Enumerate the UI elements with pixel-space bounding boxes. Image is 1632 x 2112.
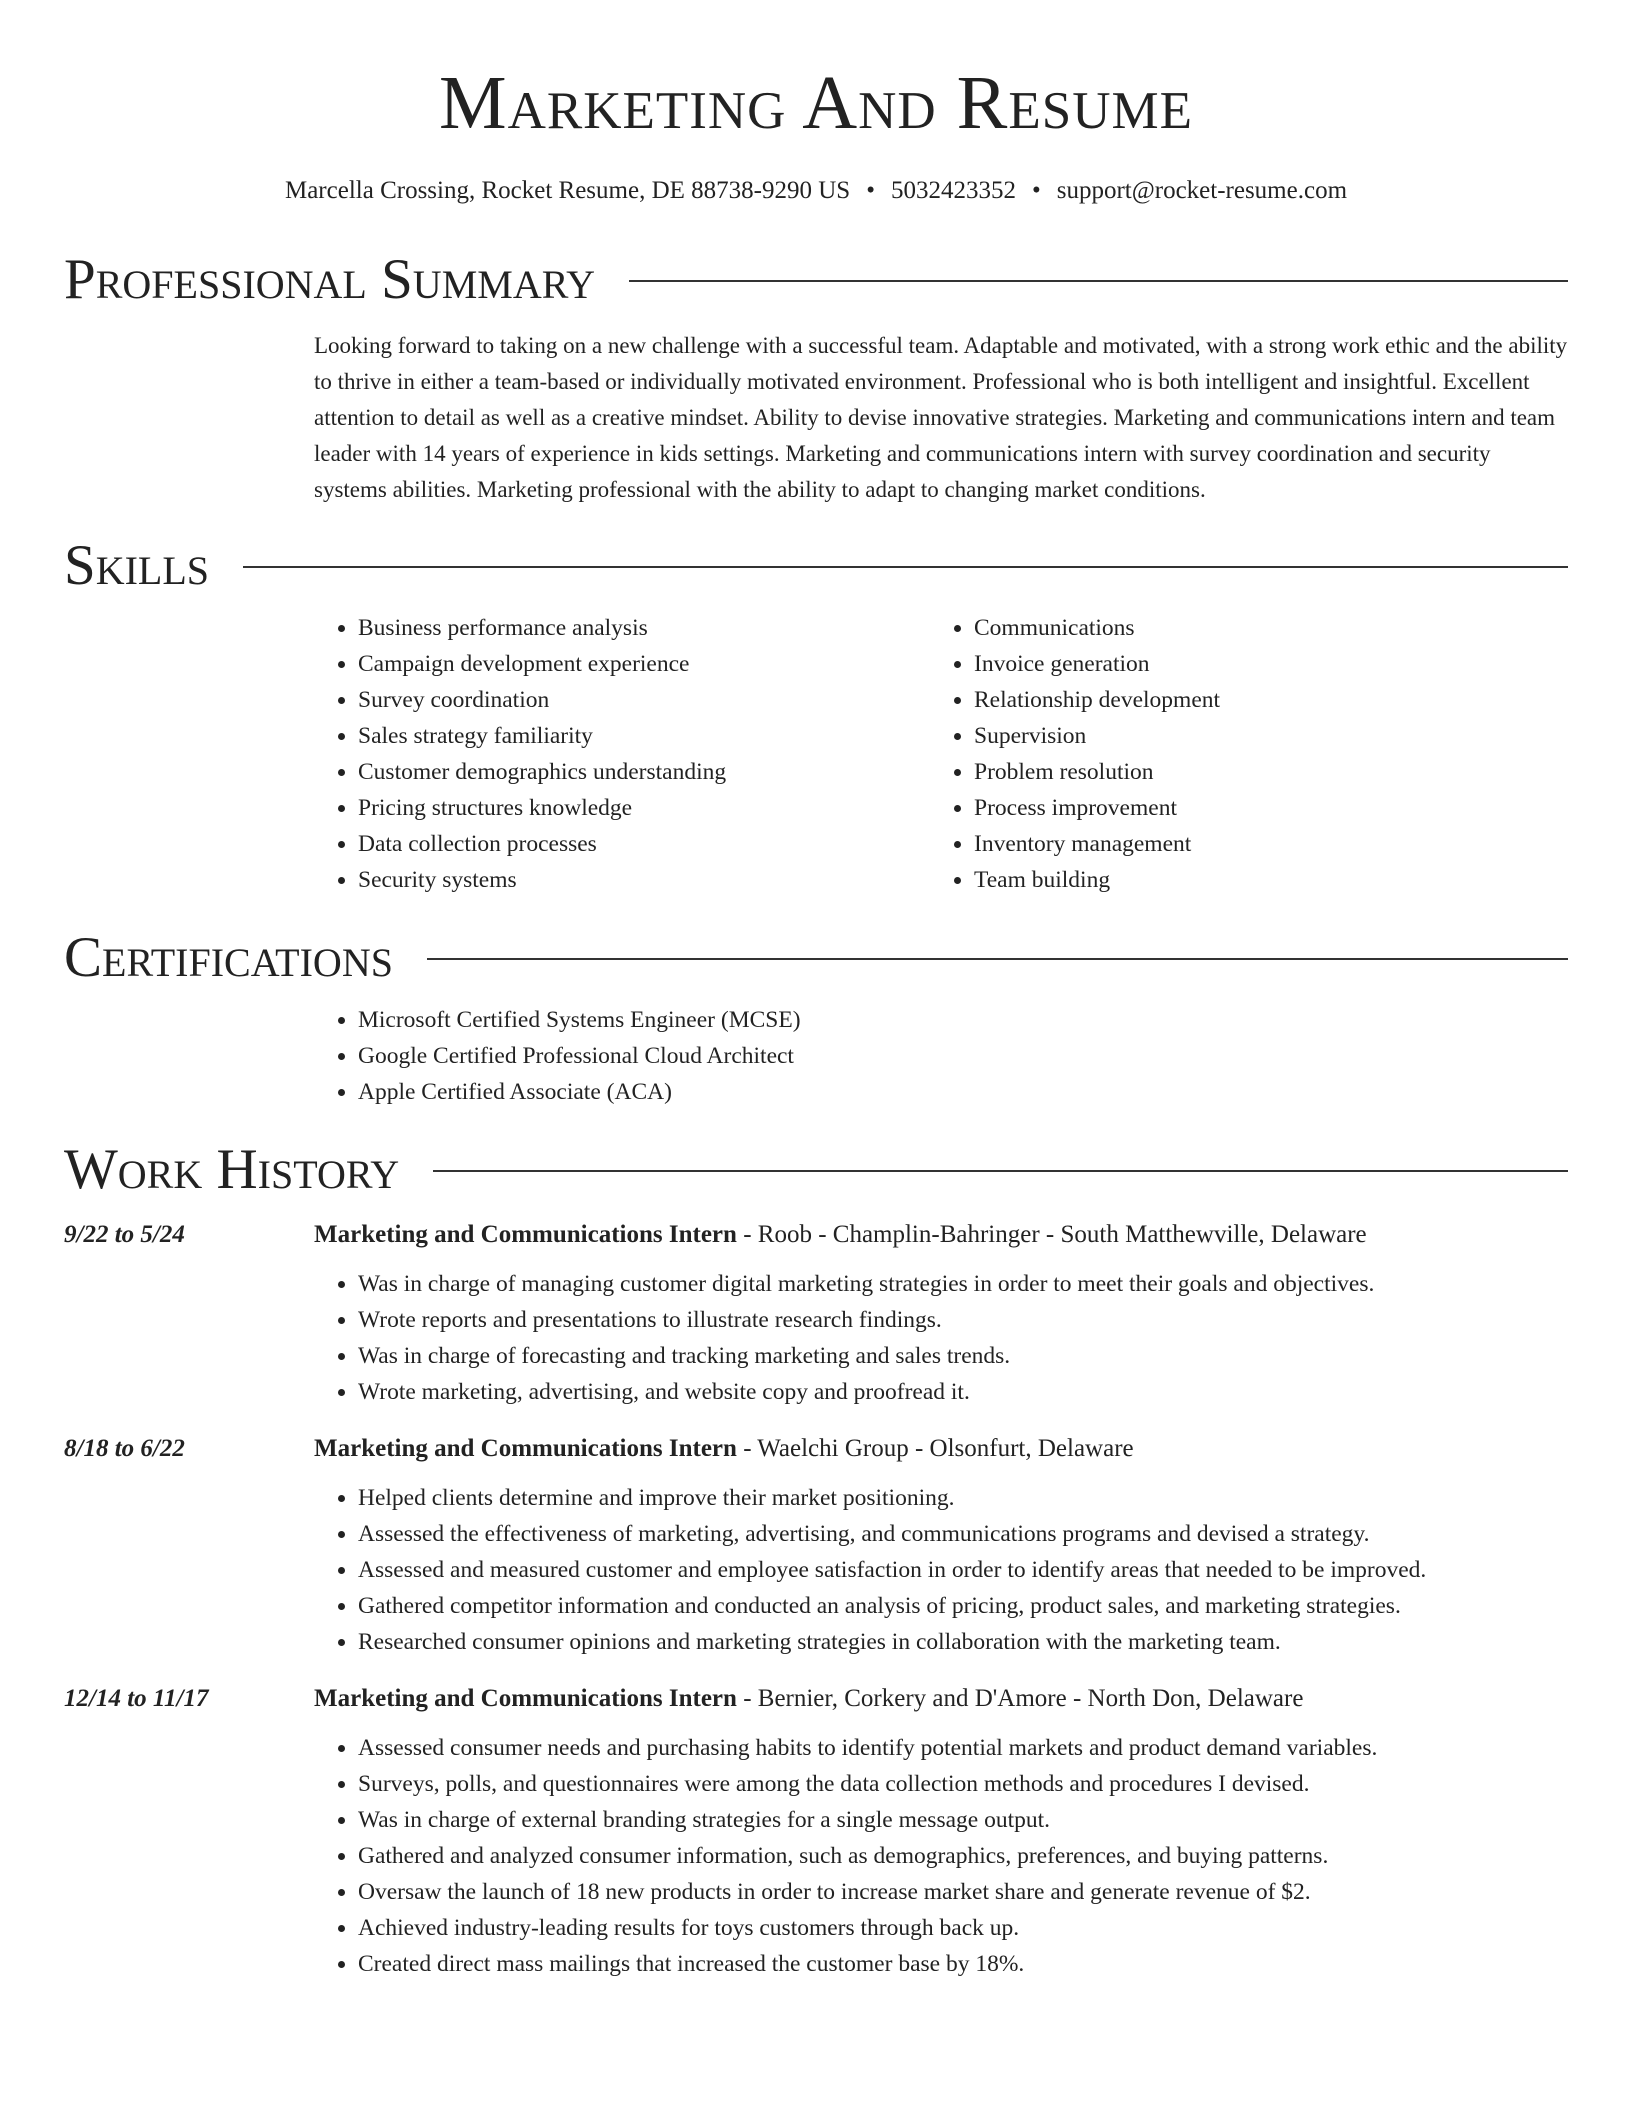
skills-section-header bbox=[64, 536, 1568, 596]
job-bullets bbox=[314, 1480, 1568, 1660]
job-bullet: • Achieved industry-leading results for toys customers through back up. bbox=[358, 1910, 1568, 1946]
job-bullet: • Wrote marketing, advertising, and website copy and proofread it. bbox=[358, 1374, 1568, 1410]
skill-item: • Relationship development bbox=[974, 682, 1546, 718]
job-bullet: • Helped clients determine and improve their market positioning. bbox=[358, 1480, 1568, 1516]
contact-phone: 5032423352 bbox=[890, 177, 1016, 204]
section-divider bbox=[427, 958, 1568, 960]
contact-separator: • bbox=[866, 177, 875, 204]
job-bullet: • Assessed the effectiveness of marketing, advertising, and communications programs and devised a strategy. bbox=[358, 1516, 1568, 1552]
skills-column-left bbox=[314, 610, 930, 898]
job-header bbox=[64, 1218, 1568, 1252]
skill-item: • Business performance analysis bbox=[358, 610, 930, 646]
job-bullets bbox=[314, 1266, 1568, 1410]
job-bullet: • Gathered competitor information and conducted an analysis of pricing, product sales, and marketing strategies. bbox=[358, 1588, 1568, 1624]
skills-section-title: Skills bbox=[64, 534, 210, 597]
job-title: Marketing and Communications Intern bbox=[314, 1685, 737, 1712]
job-bullets bbox=[314, 1730, 1568, 1982]
job-info bbox=[314, 1682, 1303, 1716]
job-dates: 8/18 to 6/22 bbox=[64, 1435, 185, 1462]
skill-item: • Supervision bbox=[974, 718, 1546, 754]
job-bullet: • Researched consumer opinions and marketing strategies in collaboration with the marketing team. bbox=[358, 1624, 1568, 1660]
job-info bbox=[314, 1218, 1367, 1252]
skill-item: • Problem resolution bbox=[974, 754, 1546, 790]
certifications-list bbox=[314, 1002, 1568, 1110]
certifications-section-title: Certifications bbox=[64, 926, 393, 989]
certification-item: • Google Certified Professional Cloud Architect bbox=[358, 1038, 1568, 1074]
skill-item: • Team building bbox=[974, 862, 1546, 898]
skill-item: • Security systems bbox=[358, 862, 930, 898]
job-bullet: • Wrote reports and presentations to illustrate research findings. bbox=[358, 1302, 1568, 1338]
job-entry bbox=[64, 1432, 1568, 1660]
job-dates: 9/22 to 5/24 bbox=[64, 1221, 185, 1248]
job-dates: 12/14 to 11/17 bbox=[64, 1685, 209, 1712]
skills-column-right bbox=[930, 610, 1546, 898]
job-header bbox=[64, 1682, 1568, 1716]
skill-item: • Invoice generation bbox=[974, 646, 1546, 682]
skills-list bbox=[314, 610, 1568, 898]
job-bullet: • Was in charge of external branding strategies for a single message output. bbox=[358, 1802, 1568, 1838]
job-bullet: • Assessed and measured customer and employee satisfaction in order to identify areas that needed to be improved. bbox=[358, 1552, 1568, 1588]
skill-item: • Survey coordination bbox=[358, 682, 930, 718]
certifications-section-header bbox=[64, 928, 1568, 988]
skill-item: • Customer demographics understanding bbox=[358, 754, 930, 790]
contact-line bbox=[64, 176, 1568, 206]
job-bullet: • Oversaw the launch of 18 new products in order to increase market share and generate revenue of $2. bbox=[358, 1874, 1568, 1910]
skill-item: • Pricing structures knowledge bbox=[358, 790, 930, 826]
section-divider bbox=[629, 280, 1568, 282]
job-employer-location: - Bernier, Corkery and D'Amore - North Don, Delaware bbox=[736, 1685, 1304, 1712]
skill-item: • Data collection processes bbox=[358, 826, 930, 862]
skill-item: • Sales strategy familiarity bbox=[358, 718, 930, 754]
work-section-title: Work History bbox=[64, 1138, 400, 1201]
certification-item: • Apple Certified Associate (ACA) bbox=[358, 1074, 1568, 1110]
job-entry bbox=[64, 1218, 1568, 1410]
section-divider bbox=[433, 1170, 1568, 1172]
job-header bbox=[64, 1432, 1568, 1466]
skill-item: • Campaign development experience bbox=[358, 646, 930, 682]
skill-item: • Process improvement bbox=[974, 790, 1546, 826]
job-title: Marketing and Communications Intern bbox=[314, 1435, 737, 1462]
job-bullet: • Gathered and analyzed consumer information, such as demographics, preferences, and buying patterns. bbox=[358, 1838, 1568, 1874]
job-info bbox=[314, 1432, 1134, 1466]
job-employer-location: - Roob - Champlin-Bahringer - South Matthewville, Delaware bbox=[736, 1221, 1367, 1248]
skill-item: • Communications bbox=[974, 610, 1546, 646]
contact-address: Marcella Crossing, Rocket Resume, DE 88738-9290 US bbox=[284, 177, 851, 204]
job-entry bbox=[64, 1682, 1568, 1982]
summary-section-header bbox=[64, 250, 1568, 310]
resume-name: Marketing And Resume bbox=[439, 61, 1193, 145]
job-bullet: • Was in charge of forecasting and tracking marketing and sales trends. bbox=[358, 1338, 1568, 1374]
contact-email: support@rocket-resume.com bbox=[1056, 177, 1348, 204]
job-employer-location: - Waelchi Group - Olsonfurt, Delaware bbox=[736, 1435, 1134, 1462]
section-divider bbox=[243, 566, 1568, 568]
summary-section-title: Professional Summary bbox=[64, 248, 596, 311]
job-bullet: • Created direct mass mailings that increased the customer base by 18%. bbox=[358, 1946, 1568, 1982]
contact-separator: • bbox=[1031, 177, 1041, 204]
job-bullet: • Assessed consumer needs and purchasing habits to identify potential markets and product demand variables. bbox=[358, 1730, 1568, 1766]
certification-item: • Microsoft Certified Systems Engineer (MCSE) bbox=[358, 1002, 1568, 1038]
job-bullet: • Was in charge of managing customer digital marketing strategies in order to meet their goals and objectives. bbox=[358, 1266, 1568, 1302]
job-title: Marketing and Communications Intern bbox=[314, 1221, 737, 1248]
summary-text: Looking forward to taking on a new challenge with a successful team. Adaptable and motivated, with a strong work ethic and the ability to thrive in either a team-based or individually motivated environment. Professional who is both intelligent and insightful. Excellent attention to detail as well as a creative mindset. Ability to devise innovative strategies. Marketing and communications intern and team leader with 14 years of experience in kids settings. Marketing and communications intern with survey coordination and security systems abilities. Marketing professional with the ability to adapt to changing market conditions. bbox=[314, 333, 1568, 502]
work-history-list bbox=[64, 1218, 1568, 1982]
work-section-header bbox=[64, 1140, 1568, 1200]
job-bullet: • Surveys, polls, and questionnaires were among the data collection methods and procedures I devised. bbox=[358, 1766, 1568, 1802]
skill-item: • Inventory management bbox=[974, 826, 1546, 862]
